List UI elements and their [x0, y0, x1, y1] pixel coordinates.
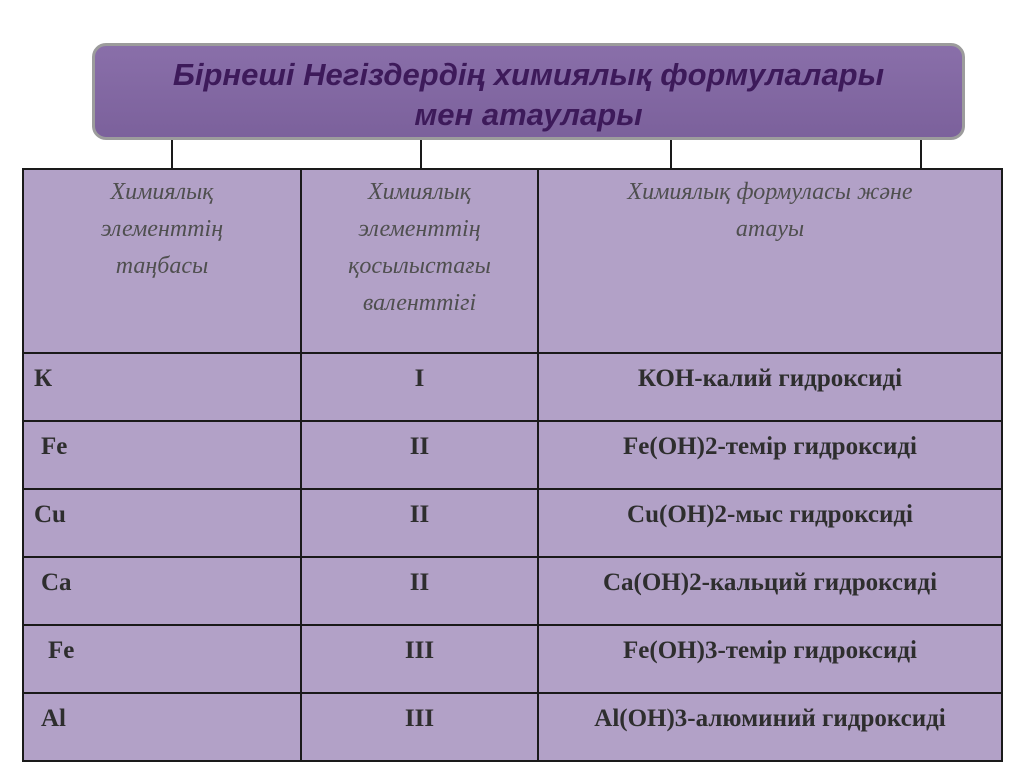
connector-line	[420, 140, 422, 168]
cell-symbol	[23, 557, 301, 625]
symbol-text: К	[34, 365, 53, 392]
header-line: атауы	[735, 216, 805, 242]
symbol-text: Fe	[41, 433, 68, 460]
cell-symbol	[23, 421, 301, 489]
table-row	[23, 421, 1002, 489]
header-symbol	[23, 169, 301, 353]
valence-text: I	[414, 365, 425, 392]
formula-name-text: Ca(OH)2-кальций гидроксиді	[602, 569, 938, 596]
valence-text: II	[409, 569, 430, 596]
cell-symbol	[23, 353, 301, 421]
symbol-text: Ca	[41, 569, 72, 596]
table-row	[23, 557, 1002, 625]
cell-valence	[301, 625, 538, 693]
symbol-text: Al	[41, 705, 66, 732]
header-line: Химиялық	[367, 179, 472, 205]
bases-table	[22, 168, 1003, 762]
connector-line	[920, 140, 922, 168]
symbol-text: Cu	[34, 501, 66, 528]
valence-text: III	[404, 705, 435, 732]
table-row	[23, 353, 1002, 421]
header-line: элементтің	[100, 216, 224, 242]
cell-symbol	[23, 625, 301, 693]
table-row	[23, 625, 1002, 693]
cell-symbol	[23, 489, 301, 557]
header-line: қосылыстағы	[348, 253, 491, 279]
formula-name-text: Fe(OH)2-темір гидроксиді	[623, 433, 917, 460]
valence-text: II	[409, 433, 430, 460]
header-line: таңбасы	[115, 253, 209, 279]
formula-name-text: Cu(OH)2-мыс гидроксиді	[627, 501, 913, 528]
header-line: Химиялық формуласы және	[627, 179, 913, 205]
header-line: валенттігі	[362, 290, 477, 316]
cell-valence	[301, 557, 538, 625]
cell-valence	[301, 421, 538, 489]
valence-text: II	[409, 501, 430, 528]
header-line: Химиялық	[110, 179, 214, 205]
cell-formula-name	[538, 557, 1002, 625]
cell-formula-name	[538, 693, 1002, 761]
table-row	[23, 693, 1002, 761]
table-row	[23, 489, 1002, 557]
formula-name-text: КОН-калий гидроксиді	[637, 365, 903, 392]
title-box	[92, 43, 965, 140]
formula-name-text: Fe(OH)3-темір гидроксиді	[623, 637, 917, 664]
connector-line	[171, 140, 173, 168]
valence-text: III	[404, 637, 435, 664]
title-line-2: мен атаулары	[414, 97, 643, 132]
cell-formula-name	[538, 353, 1002, 421]
symbol-text: Fe	[48, 637, 75, 664]
header-valence	[301, 169, 538, 353]
cell-valence	[301, 693, 538, 761]
header-formula-name	[538, 169, 1002, 353]
cell-formula-name	[538, 421, 1002, 489]
cell-symbol	[23, 693, 301, 761]
cell-valence	[301, 489, 538, 557]
title-line-1: Бірнеші Негіздердің химиялық формулалары	[172, 57, 885, 92]
cell-formula-name	[538, 625, 1002, 693]
header-line: элементтің	[358, 216, 481, 242]
cell-formula-name	[538, 489, 1002, 557]
table-header-row	[23, 169, 1002, 353]
formula-name-text: Al(OH)3-алюминий гидроксиді	[594, 705, 946, 732]
cell-valence	[301, 353, 538, 421]
connector-line	[670, 140, 672, 168]
